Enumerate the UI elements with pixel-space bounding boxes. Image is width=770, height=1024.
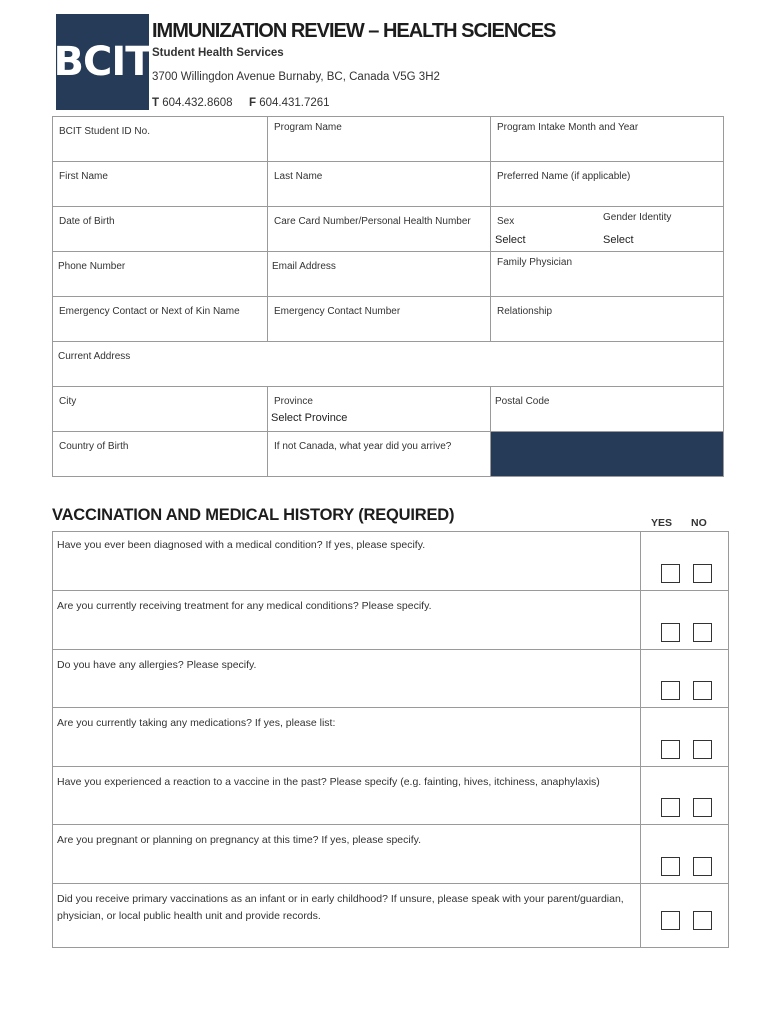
city-label: City bbox=[59, 396, 77, 407]
email-field[interactable] bbox=[268, 252, 491, 297]
answer-cell bbox=[641, 825, 729, 884]
fax-label: F bbox=[249, 97, 257, 109]
phone-label: Phone Number bbox=[58, 261, 126, 272]
fax-number: 604.431.7261 bbox=[259, 97, 330, 109]
first-name-field[interactable] bbox=[53, 162, 268, 207]
emergency-number-label: Emergency Contact Number bbox=[274, 306, 401, 317]
relationship-field[interactable] bbox=[491, 297, 724, 342]
student-id-field[interactable] bbox=[53, 117, 268, 162]
question-4-field[interactable] bbox=[53, 708, 641, 767]
answer-cell bbox=[641, 708, 729, 767]
family-physician-label: Family Physician bbox=[497, 257, 573, 268]
answer-cell bbox=[641, 650, 729, 708]
program-name-label: Program Name bbox=[274, 122, 342, 133]
question-7-text: Did you receive primary vaccinations as an infant or in early childhood? If unsure, please speak with your parent/guardian, physician, or local public health unit and provide records. bbox=[57, 893, 624, 922]
last-name-field[interactable] bbox=[268, 162, 491, 207]
medical-history-table bbox=[52, 531, 729, 948]
yes-checkbox[interactable] bbox=[661, 564, 680, 583]
answer-cell bbox=[641, 884, 729, 948]
answer-cell bbox=[641, 591, 729, 650]
department-name: Student Health Services bbox=[152, 47, 284, 59]
personal-info-table bbox=[52, 116, 724, 477]
postal-code-field[interactable] bbox=[491, 387, 724, 432]
yes-checkbox[interactable] bbox=[661, 857, 680, 876]
student-id-label: BCIT Student ID No. bbox=[59, 126, 150, 137]
no-checkbox[interactable] bbox=[693, 623, 712, 642]
phone-field[interactable] bbox=[53, 252, 268, 297]
province-field bbox=[268, 387, 491, 432]
yes-checkbox[interactable] bbox=[661, 740, 680, 759]
yes-checkbox[interactable] bbox=[661, 681, 680, 700]
current-address-field[interactable] bbox=[53, 342, 724, 387]
answer-cell bbox=[641, 767, 729, 825]
no-checkbox[interactable] bbox=[693, 681, 712, 700]
care-card-field[interactable] bbox=[268, 207, 491, 252]
page-title: IMMUNIZATION REVIEW – HEALTH SCIENCES bbox=[152, 20, 556, 42]
sex-label: Sex bbox=[497, 216, 515, 227]
yes-checkbox[interactable] bbox=[661, 623, 680, 642]
no-checkbox[interactable] bbox=[693, 798, 712, 817]
emergency-name-field[interactable] bbox=[53, 297, 268, 342]
question-1-field[interactable] bbox=[53, 532, 641, 591]
vaccination-heading: VACCINATION AND MEDICAL HISTORY (REQUIRED) bbox=[52, 506, 455, 524]
question-5-field[interactable] bbox=[53, 767, 641, 825]
program-intake-label: Program Intake Month and Year bbox=[497, 122, 639, 133]
question-2-text: Are you currently receiving treatment for any medical conditions? Please specify. bbox=[57, 600, 432, 612]
no-checkbox[interactable] bbox=[693, 911, 712, 930]
sex-gender-cell bbox=[491, 207, 724, 252]
email-label: Email Address bbox=[272, 261, 336, 272]
gender-select[interactable]: Select bbox=[603, 234, 634, 246]
preferred-name-field[interactable] bbox=[491, 162, 724, 207]
first-name-label: First Name bbox=[59, 171, 108, 182]
address: 3700 Willingdon Avenue Burnaby, BC, Canada V5G 3H2 bbox=[152, 71, 440, 83]
arrival-year-label: If not Canada, what year did you arrive? bbox=[274, 441, 452, 452]
question-4-text: Are you currently taking any medications? If yes, please list: bbox=[57, 717, 336, 729]
current-address-label: Current Address bbox=[58, 351, 131, 362]
no-checkbox[interactable] bbox=[693, 564, 712, 583]
country-of-birth-field[interactable] bbox=[53, 432, 268, 477]
question-5-text: Have you experienced a reaction to a vaccine in the past? Please specify (e.g. fainting, hives, itchiness, anaphylaxis) bbox=[57, 776, 600, 788]
gender-label: Gender Identity bbox=[603, 212, 672, 223]
preferred-name-label: Preferred Name (if applicable) bbox=[497, 171, 631, 182]
care-card-label: Care Card Number/Personal Health Number bbox=[274, 216, 471, 227]
phone-number: 604.432.8608 bbox=[162, 97, 233, 109]
question-6-field[interactable] bbox=[53, 825, 641, 884]
emergency-name-label: Emergency Contact or Next of Kin Name bbox=[59, 306, 240, 317]
contact-numbers bbox=[152, 97, 330, 109]
arrival-year-field[interactable] bbox=[268, 432, 491, 477]
answer-cell bbox=[641, 532, 729, 591]
shaded-cell bbox=[491, 432, 724, 477]
yes-column-header: YES bbox=[651, 517, 673, 529]
sex-select[interactable]: Select bbox=[495, 234, 526, 246]
question-3-text: Do you have any allergies? Please specify. bbox=[57, 659, 257, 671]
no-checkbox[interactable] bbox=[693, 740, 712, 759]
dob-label: Date of Birth bbox=[59, 216, 115, 227]
bcit-logo: BCIT bbox=[56, 14, 149, 110]
phone-label: T bbox=[152, 97, 160, 109]
province-label: Province bbox=[274, 396, 313, 407]
question-1-text: Have you ever been diagnosed with a medical condition? If yes, please specify. bbox=[57, 539, 426, 551]
postal-code-label: Postal Code bbox=[495, 396, 550, 407]
relationship-label: Relationship bbox=[497, 306, 553, 317]
question-2-field[interactable] bbox=[53, 591, 641, 650]
question-7-field[interactable] bbox=[53, 884, 641, 948]
no-column-header: NO bbox=[691, 517, 707, 529]
question-6-text: Are you pregnant or planning on pregnancy at this time? If yes, please specify. bbox=[57, 834, 422, 846]
yes-checkbox[interactable] bbox=[661, 798, 680, 817]
family-physician-field[interactable] bbox=[491, 252, 724, 297]
yes-checkbox[interactable] bbox=[661, 911, 680, 930]
city-field[interactable] bbox=[53, 387, 268, 432]
program-intake-field[interactable] bbox=[491, 117, 724, 162]
country-of-birth-label: Country of Birth bbox=[59, 441, 129, 452]
last-name-label: Last Name bbox=[274, 171, 323, 182]
question-3-field[interactable] bbox=[53, 650, 641, 708]
dob-field[interactable] bbox=[53, 207, 268, 252]
province-select[interactable]: Select Province bbox=[271, 412, 348, 424]
emergency-number-field[interactable] bbox=[268, 297, 491, 342]
program-name-field[interactable] bbox=[268, 117, 491, 162]
no-checkbox[interactable] bbox=[693, 857, 712, 876]
